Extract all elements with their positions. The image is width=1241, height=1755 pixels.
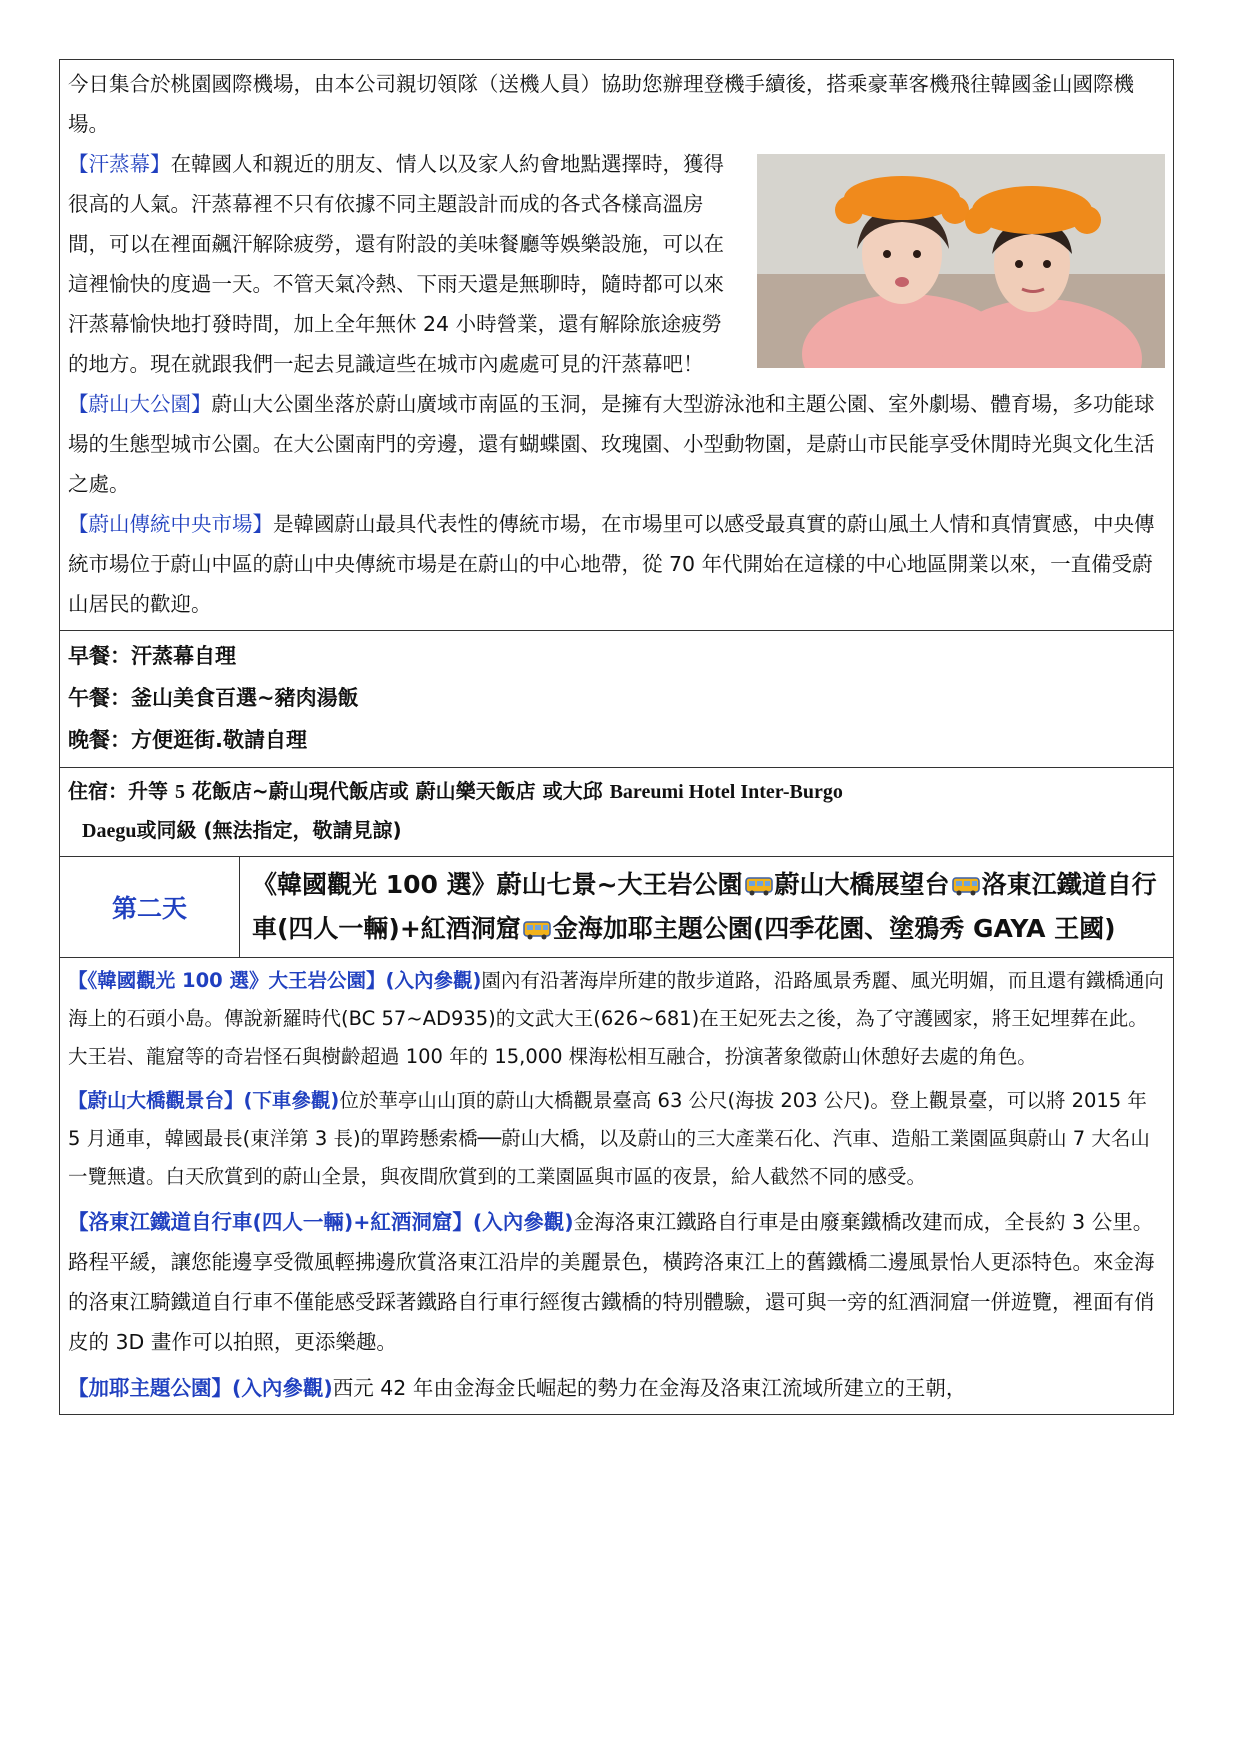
rock-title: 【《韓國觀光 100 選》大王岩公園】: [68, 969, 386, 992]
itinerary-table: [59, 59, 1174, 1415]
sauna-photo-illustration: [757, 154, 1165, 368]
day1-description: [60, 60, 1173, 631]
rock-tag: (入內參觀): [385, 969, 482, 992]
lunch: 午餐：釜山美食百選~豬肉湯飯: [68, 686, 359, 710]
stay-hotel-name: Bareumi Hotel Inter-Burgo: [609, 781, 843, 803]
meals-section: [60, 631, 1173, 768]
park-body: 蔚山大公園坐落於蔚山廣域市南區的玉洞，是擁有大型游泳池和主題公園、室外劇場、體育場，多功能球場的生態型城市公園。在大公園南門的旁邊，還有蝴蝶園、玫瑰園、小型動物園，是蔚山市民能享受休閒時光與文化生活之處。: [68, 392, 1155, 496]
breakfast: 早餐：汗蒸幕自理: [68, 644, 236, 668]
day2-label: 第二天: [60, 857, 240, 957]
sauna-photo: [757, 154, 1165, 368]
day2-title-part-1: 《韓國觀光 100 選》蔚山七景~大王岩公園: [252, 870, 743, 899]
gaya-paragraph: [68, 1368, 1165, 1408]
day2-title-part-2: 蔚山大橋展望台: [774, 870, 950, 899]
rail-tag: (入內參觀): [472, 1210, 574, 1234]
dinner: 晚餐：方便逛街.敬請自理: [68, 728, 307, 752]
park-title: 【蔚山大公園】: [68, 392, 212, 416]
rail-paragraph: [68, 1202, 1165, 1362]
bridge-paragraph: [68, 1082, 1165, 1196]
sauna-title: 【汗蒸幕】: [68, 152, 171, 176]
stay-star: 5: [174, 781, 185, 803]
park-paragraph: [68, 384, 1165, 504]
day2-title: [240, 857, 1173, 957]
accommodation-section: [60, 768, 1173, 857]
bus-icon: [745, 876, 773, 896]
bus-icon: [523, 920, 551, 940]
stay-note: 或同級 (無法指定，敬請見諒): [136, 818, 402, 842]
bus-icon: [952, 876, 980, 896]
sauna-body: 在韓國人和親近的朋友、情人以及家人約會地點選擇時，獲得很高的人氣。汗蒸幕裡不只有依據不同主題設計而成的各式各樣高溫房間，可以在裡面飆汗解除疲勞，還有附設的美味餐廳等娛樂設施，可以在這裡愉快的度過一天。不管天氣冷熱、下雨天還是無聊時，隨時都可以來汗蒸幕愉快地打發時間，加上全年無休 24 小時營業，還有解除旅途疲勞的地方。現在就跟我們一起去見識這些在城市內處處可見的汗蒸幕吧！: [68, 152, 724, 376]
day2-description: [60, 958, 1173, 1414]
rail-body: 金海洛東江鐵路自行車是由廢棄鐵橋改建而成，全長約 3 公里。路程平緩，讓您能邊享受微風輕拂邊欣賞洛東江沿岸的美麗景色，橫跨洛東江上的舊鐵橋二邊風景怡人更添特色。來金海的洛東江騎鐵道自行車不僅能感受踩著鐵路自行車行經復古鐵橋的特別體驗，還可與一旁的紅酒洞窟一併遊覽，裡面有俏皮的 3D 畫作可以拍照，更添樂趣。: [68, 1210, 1155, 1354]
rock-paragraph: [68, 962, 1165, 1076]
stay-line-2: [68, 811, 1165, 850]
bridge-title: 【蔚山大橋觀景台】: [68, 1089, 244, 1112]
gaya-body: 西元 42 年由金海金氏崛起的勢力在金海及洛東江流域所建立的王朝，: [332, 1376, 967, 1400]
stay-hotels: 花飯店~蔚山現代飯店或 蔚山樂天飯店 或大邱: [191, 779, 603, 803]
gaya-tag: (入內參觀): [232, 1376, 333, 1400]
rail-title: 【洛東江鐵道自行車(四人一輛)+紅酒洞窟】: [68, 1210, 473, 1234]
stay-line-1: [68, 772, 1165, 811]
rock-body: 園內有沿著海岸所建的散步道路，沿路風景秀麗、風光明媚，而且還有鐵橋通向海上的石頭小島。傳說新羅時代(BC 57~AD935)的文武大王(626~681)在王妃死去之後，為了守護國家，將王妃埋葬在此。大王岩、龍窟等的奇岩怪石與樹齡超過 100 年的 15,000 棵海松相互融合，扮演著象徵蔚山休憩好去處的角色。: [68, 969, 1164, 1068]
market-body: 是韓國蔚山最具代表性的傳統市場，在市場里可以感受最真實的蔚山風土人情和真情實感，中央傳統市場位于蔚山中區的蔚山中央傳統市場是在蔚山的中心地帶，從 70 年代開始在這樣的中心地區開業以來，一直備受蔚山居民的歡迎。: [68, 512, 1155, 616]
bridge-tag: (下車參觀): [243, 1089, 340, 1112]
market-paragraph: [68, 504, 1165, 624]
stay-city: Daegu: [82, 820, 137, 842]
gaya-title: 【加耶主題公園】: [68, 1376, 232, 1400]
day2-title-part-4: 金海加耶主題公園(四季花園、塗鴉秀 GAYA 王國): [552, 914, 1116, 943]
market-title: 【蔚山傳統中央市場】: [68, 512, 273, 536]
day2-title-part-3: 洛東江鐵道自行車(四人一輛)+紅酒洞窟: [252, 870, 1157, 943]
day1-intro: 今日集合於桃園國際機場，由本公司親切領隊（送機人員）協助您辦理登機手續後，搭乘豪華客機飛往韓國釜山國際機場。: [68, 72, 1134, 136]
bridge-body: 位於華亭山山頂的蔚山大橋觀景臺高 63 公尺(海拔 203 公尺)。登上觀景臺，可以將 2015 年 5 月通車，韓國最長(東洋第 3 長)的單跨懸索橋──蔚山大橋，以及蔚山的三大產業石化、汽車、造船工業園區與蔚山 7 大名山一覽無遺。白天欣賞到的蔚山全景，與夜間欣賞到的工業園區與市區的夜景，給人截然不同的感受。: [68, 1089, 1150, 1188]
stay-prefix: 住宿：升等: [68, 779, 168, 803]
day2-header: [60, 857, 1173, 958]
